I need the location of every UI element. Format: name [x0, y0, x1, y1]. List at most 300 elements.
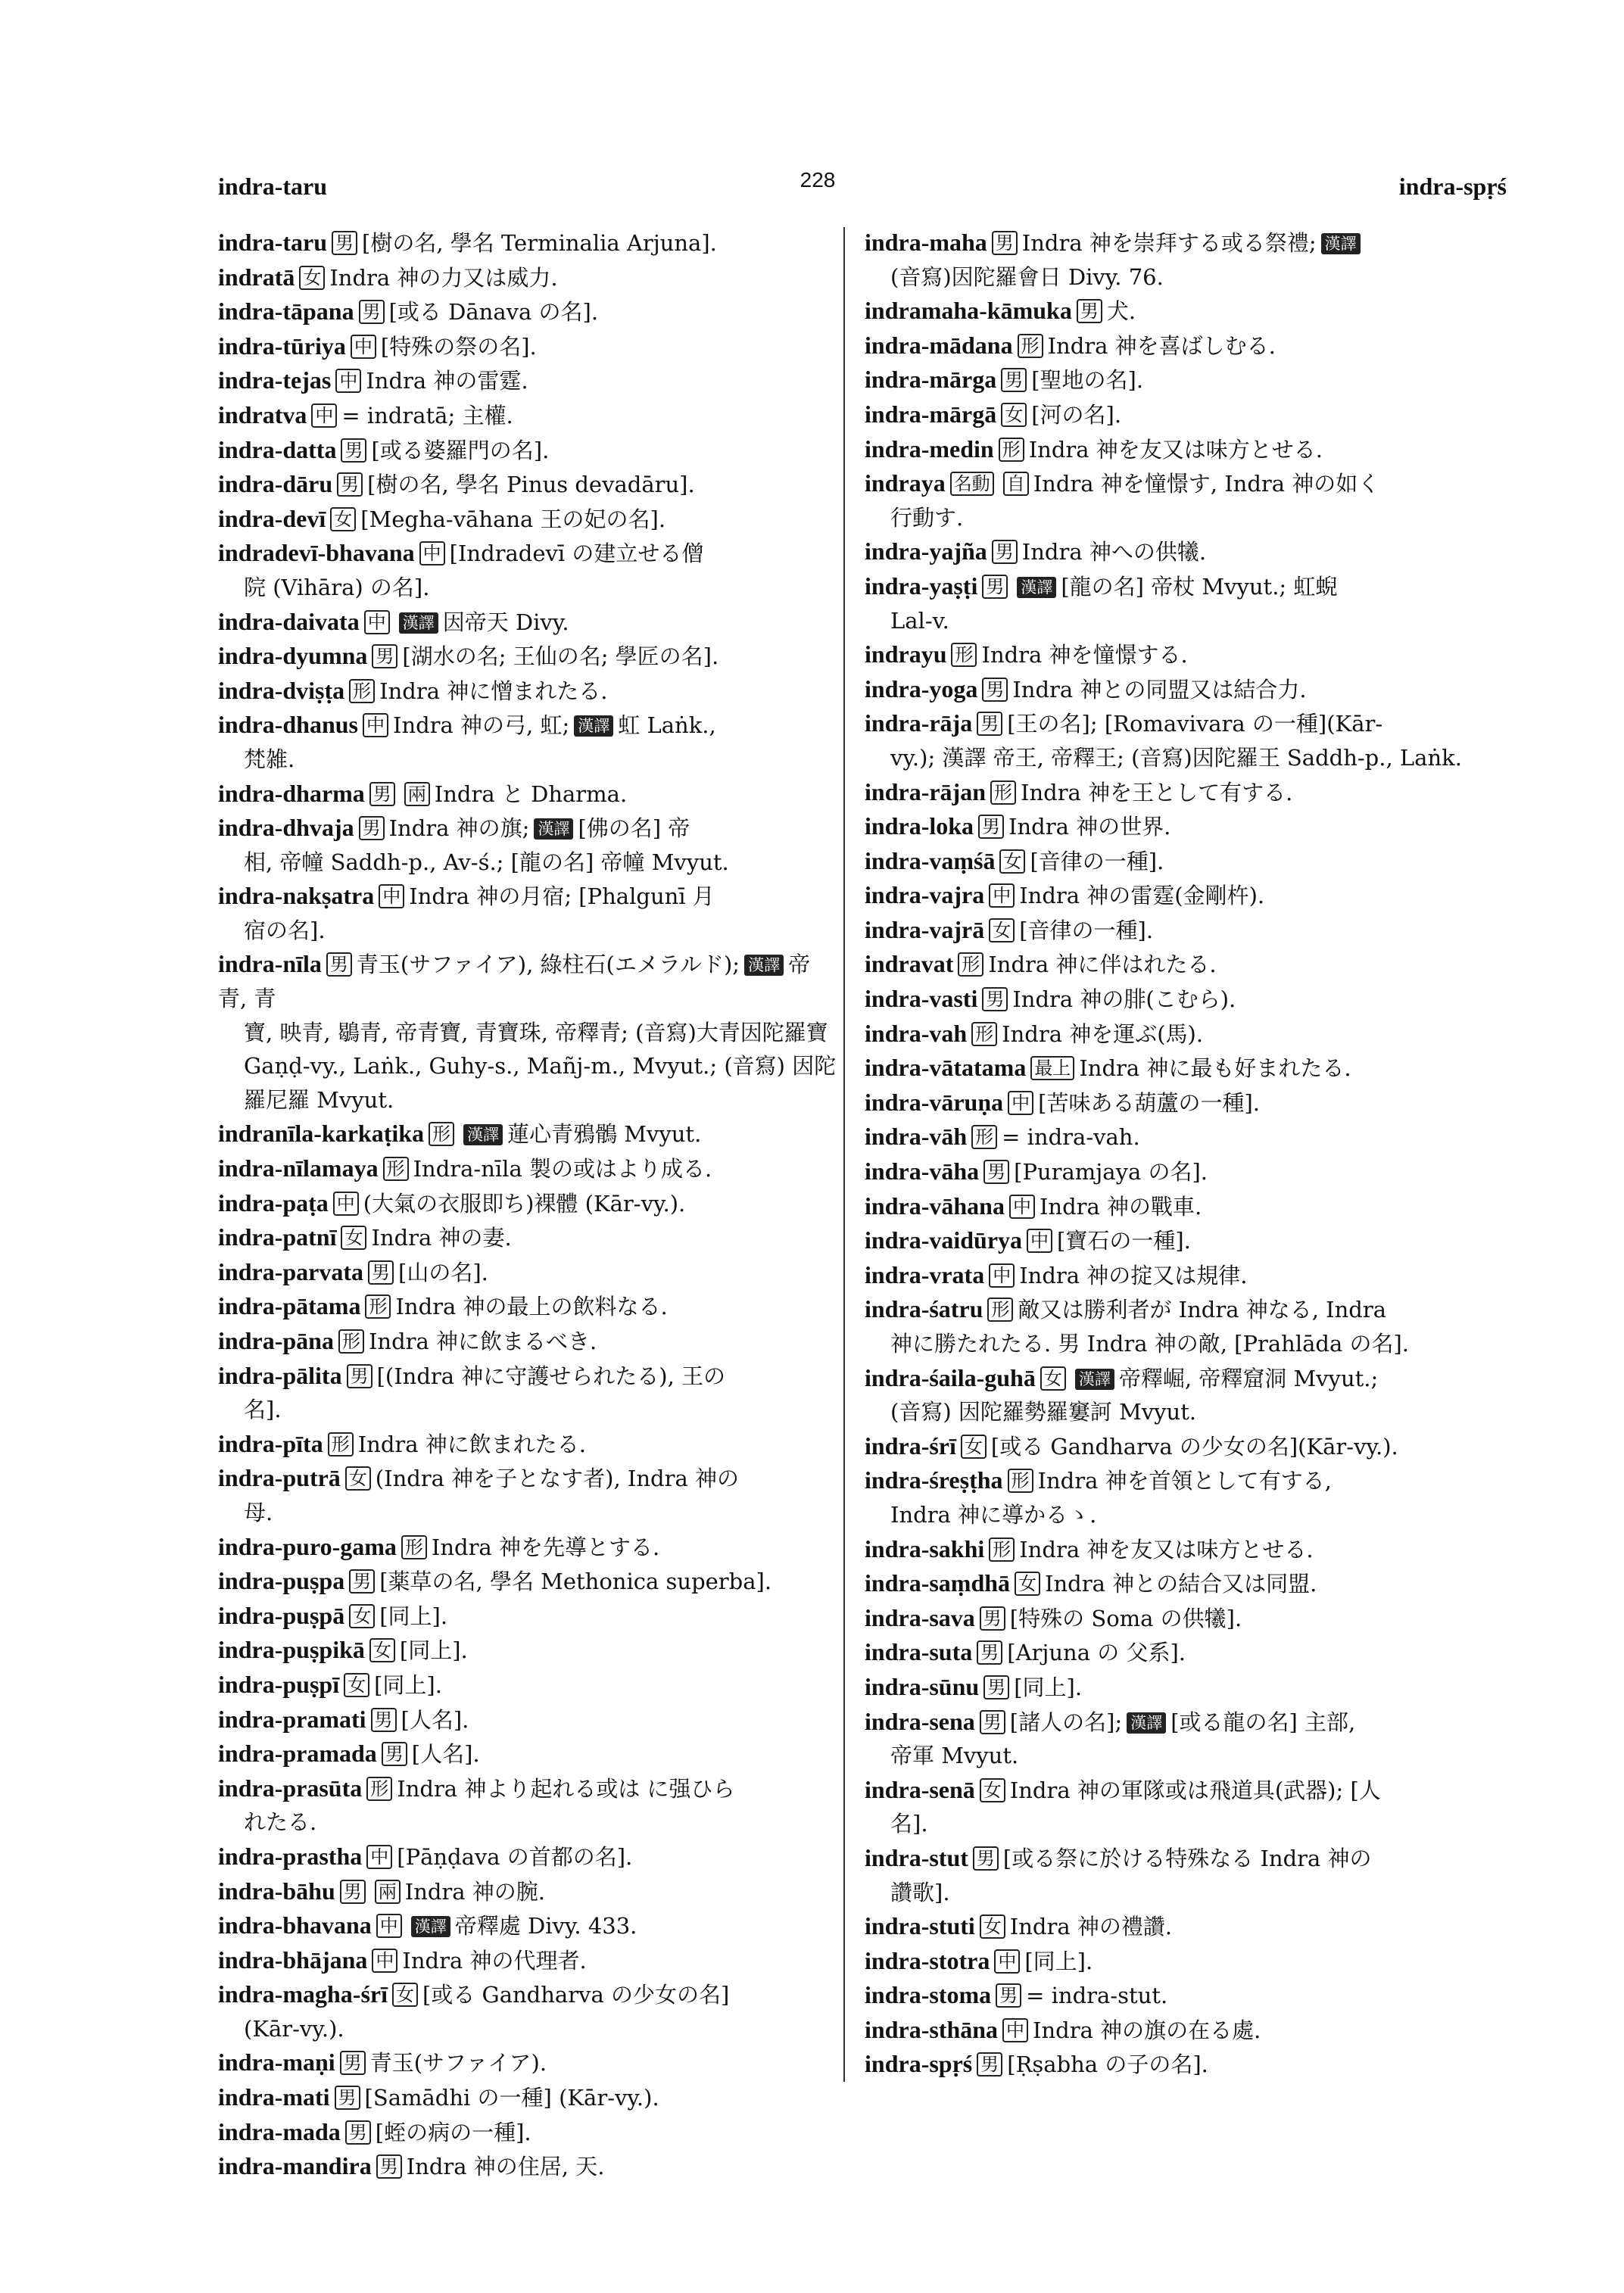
dictionary-entry — [218, 1359, 839, 1427]
dictionary-entry — [865, 1258, 1501, 1293]
entry-headword: indratva — [218, 400, 307, 428]
grammar-tag: 女 — [369, 1638, 395, 1662]
entry-headword: indra-saṃdhā — [865, 1569, 1011, 1597]
entry-definition: Indra 神の旗; — [388, 815, 530, 842]
entry-definition: Indra 神との結合又は同盟. — [1045, 1571, 1317, 1597]
entry-headword: indra-mārgā — [865, 400, 997, 428]
entry-headword: indra-patnī — [218, 1223, 337, 1251]
grammar-tag: 名動 — [950, 472, 994, 496]
entry-headword: indra-stut — [865, 1843, 968, 1871]
dictionary-entry — [218, 294, 839, 329]
entry-definition: Indra 神の弓, 虹; — [392, 712, 570, 739]
entry-definition: 因帝天 Divy. — [442, 609, 569, 635]
entry-definition: [同上]. — [379, 1603, 448, 1629]
grammar-tag: 自 — [1003, 472, 1029, 496]
entry-continuation: 宿の名]. — [244, 917, 326, 943]
translation-tag: 漢譯 — [1017, 577, 1056, 598]
grammar-tag: 女 — [299, 266, 325, 290]
grammar-tag: 男 — [1001, 368, 1027, 392]
dictionary-entry — [865, 844, 1501, 879]
entry-headword: indra-yoga — [865, 675, 978, 703]
entry-headword: indra-devī — [218, 504, 326, 532]
grammar-tag: 女 — [349, 1604, 375, 1628]
entry-headword: indra-bhājana — [218, 1946, 368, 1974]
entry-headword: indra-śrī — [865, 1432, 956, 1460]
dictionary-entry — [865, 466, 1501, 534]
entry-headword: indra-puro-gama — [218, 1532, 397, 1560]
grammar-tag: 男 — [340, 1880, 366, 1904]
dictionary-entry — [218, 879, 839, 947]
entry-definition: (Indra 神を子となす者), Indra 神の — [375, 1466, 739, 1492]
translation-tag: 漢譯 — [1075, 1369, 1114, 1390]
entry-continuation: Indra 神に導かるゝ. — [890, 1501, 1097, 1528]
entry-headword: indra-sūnu — [865, 1672, 980, 1700]
entry-definition: Indra 神の掟又は規律. — [1019, 1262, 1248, 1288]
grammar-tag: 形 — [958, 952, 983, 977]
entry-headword: indra-stotra — [865, 1946, 990, 1974]
dictionary-entry — [865, 1361, 1501, 1429]
entry-headword: indra-vāh — [865, 1123, 968, 1151]
entry-continuation: 院 (Vihāra) の名]. — [244, 574, 430, 600]
entry-headword: indra-rāja — [865, 709, 973, 737]
dictionary-entry — [218, 1737, 839, 1771]
grammar-tag: 女 — [989, 918, 1015, 942]
grammar-tag: 中 — [376, 1914, 402, 1938]
grammar-tag: 男 — [982, 575, 1008, 599]
grammar-tag: 女 — [344, 1673, 369, 1697]
entry-headword: indra-yaṣṭi — [865, 572, 978, 600]
entry-continuation: vy.); 漢譯 帝王, 帝釋王; (音寫)因陀羅王 Saddh-p., Laṅk. — [890, 744, 1462, 771]
translation-tag: 漢譯 — [463, 1124, 503, 1145]
grammar-tag: 形 — [1018, 334, 1043, 358]
entry-headword: indra-senā — [865, 1775, 975, 1803]
entry-headword: indra-dhvaja — [218, 814, 354, 842]
grammar-tag: 男 — [983, 1675, 1009, 1699]
entry-definition: Indra 神に飲まれたる. — [357, 1431, 586, 1457]
grammar-tag: 女 — [330, 507, 356, 531]
entry-headword: indradevī-bhavana — [218, 539, 415, 567]
grammar-tag: 男 — [996, 1983, 1021, 2008]
dictionary-entry — [865, 2047, 1501, 2082]
entry-definition: 帝釋崛, 帝釋窟洞 Mvyut.; — [1118, 1365, 1379, 1391]
entry-definition: [人名]. — [411, 1741, 480, 1768]
dictionary-entry — [218, 1943, 839, 1978]
grammar-tag: 女 — [345, 1466, 371, 1491]
grammar-tag: 形 — [1008, 1469, 1033, 1493]
entry-definition: [特殊の祭の名]. — [380, 333, 537, 360]
entry-headword: indra-prasūta — [218, 1774, 363, 1802]
entry-headword: indra-śatru — [865, 1295, 983, 1323]
dictionary-entry — [218, 2045, 839, 2080]
entry-headword: indra-stuti — [865, 1912, 975, 1940]
dictionary-entry — [865, 569, 1501, 637]
dictionary-entry — [865, 982, 1501, 1017]
entry-definition: Indra 神より起れる或は に强ひら — [397, 1775, 735, 1802]
entry-headword: indra-mada — [218, 2117, 341, 2145]
dictionary-entry — [218, 1668, 839, 1703]
grammar-tag: 男 — [973, 1846, 999, 1871]
entry-definition: [河の名]. — [1031, 401, 1122, 428]
grammar-tag: 男 — [992, 231, 1018, 255]
entry-definition: Indra 神に最も好まれたる. — [1079, 1055, 1351, 1082]
grammar-tag: 男 — [371, 1708, 397, 1732]
entry-definition: [湖水の名; 王仙の名; 學匠の名]. — [402, 643, 719, 670]
running-head — [0, 165, 1624, 203]
entry-definition: = indratā; 主權. — [341, 402, 513, 428]
dictionary-entry — [218, 811, 839, 879]
entry-headword: indra-pramada — [218, 1740, 377, 1768]
dictionary-entry — [865, 1635, 1501, 1670]
entry-definition: [王の名]; [Romavivara の一種](Kār- — [1007, 711, 1383, 737]
entry-definition: Indra 神を喜ばしむる. — [1047, 332, 1276, 359]
entry-headword: indra-vajra — [865, 881, 985, 909]
dictionary-entry — [218, 674, 839, 709]
dictionary-entry — [865, 363, 1501, 397]
entry-headword: indra-daivata — [218, 607, 360, 635]
dictionary-entry — [218, 467, 839, 502]
grammar-tag: 中 — [333, 1192, 359, 1216]
grammar-tag: 形 — [429, 1122, 454, 1146]
entry-continuation: (音寫) 因陀羅勢羅窶訶 Mvyut. — [890, 1399, 1197, 1425]
page-number: 228 — [800, 168, 836, 192]
entry-definition: Indra 神の世界. — [1008, 814, 1171, 840]
entry-definition: [同上]. — [399, 1637, 468, 1664]
entry-headword: indra-puṣpā — [218, 1601, 345, 1629]
entry-definition: [或る婆羅門の名]. — [371, 437, 550, 463]
entry-headword: indra-vaṃśā — [865, 846, 996, 874]
entry-headword: indra-datta — [218, 435, 337, 463]
entry-headword: indra-vasti — [865, 985, 978, 1013]
dictionary-entry — [218, 1599, 839, 1634]
dictionary-entry — [218, 226, 839, 260]
entry-headword: indra-vātatama — [865, 1054, 1027, 1082]
entry-headword: indra-tūriya — [218, 332, 346, 360]
entry-continuation: 名]. — [890, 1811, 928, 1837]
dictionary-entry — [218, 605, 839, 640]
translation-tag: 漢譯 — [744, 955, 784, 976]
entry-headword: indra-nīlamaya — [218, 1154, 379, 1182]
dictionary-entry — [218, 1151, 839, 1186]
grammar-tag: 男 — [977, 2052, 1002, 2076]
grammar-tag: 男 — [372, 644, 397, 668]
entry-definition: [樹の名, 學名 Terminalia Arjuna]. — [362, 230, 717, 256]
entry-definition: Indra 神を崇拜する或る祭禮; — [1021, 230, 1317, 256]
dictionary-entry — [218, 2149, 839, 2184]
grammar-tag: 男 — [977, 712, 1002, 736]
entry-headword: indravat — [865, 950, 954, 978]
entry-definition: [薬草の名, 學名 Methonica superba]. — [379, 1569, 772, 1595]
dictionary-entry — [865, 947, 1501, 982]
entry-headword: indramaha-kāmuka — [865, 297, 1072, 325]
dictionary-entry — [865, 878, 1501, 913]
dictionary-entry — [865, 913, 1501, 948]
dictionary-entry — [865, 1120, 1501, 1154]
entry-headword: indra-stoma — [865, 1981, 992, 2009]
entry-definition: Indra 神の軍隊或は飛道具(武器); [人 — [1009, 1777, 1381, 1803]
dictionary-entry — [865, 1909, 1501, 1944]
entry-definition: Indra 神の代理者. — [402, 1947, 587, 1974]
entry-headword: indra-puṣpī — [218, 1670, 340, 1698]
entry-headword: indra-mādana — [865, 331, 1013, 359]
translation-tag: 漢譯 — [534, 818, 573, 840]
dictionary-entry — [218, 639, 839, 674]
entry-headword: indra-spṛś — [865, 2050, 973, 2078]
dictionary-entry — [865, 534, 1501, 569]
dictionary-entry — [865, 1670, 1501, 1705]
entry-headword: indra-dāru — [218, 470, 333, 498]
grammar-tag: 男 — [337, 472, 363, 497]
grammar-tag: 中 — [364, 610, 390, 634]
grammar-tag: 中 — [366, 1845, 392, 1869]
grammar-tag: 形 — [999, 438, 1024, 462]
dictionary-entry — [865, 432, 1501, 467]
dictionary-entry — [865, 329, 1501, 363]
entry-definition: (大氣の衣服即ち)裸體 (Kār-vy.). — [363, 1190, 686, 1217]
dictionary-entry — [218, 2080, 839, 2115]
entry-headword: indra-pīta — [218, 1429, 323, 1457]
grammar-tag: 中 — [1002, 2018, 1028, 2042]
grammar-tag: 中 — [989, 1263, 1015, 1288]
dictionary-entry — [865, 1944, 1501, 1979]
entry-continuation: れたる. — [244, 1809, 317, 1836]
left-guide-word: indra-taru — [218, 173, 327, 200]
entry-definition: Indra 神の力又は威力. — [329, 264, 558, 291]
entry-headword: indraya — [865, 469, 946, 497]
grammar-tag: 女 — [980, 1914, 1005, 1939]
entry-continuation: 相, 帝幢 Saddh-p., Av-ś.; [龍の名] 帝幢 Mvyut. — [244, 849, 729, 875]
entry-definition: [聖地の名]. — [1031, 367, 1144, 394]
translation-tag: 漢譯 — [1321, 233, 1361, 254]
dictionary-entry — [218, 708, 839, 776]
entry-definition: Indra 神の腕. — [404, 1878, 546, 1905]
entry-definition: Indra 神との同盟又は結合力. — [1012, 676, 1307, 703]
entry-headword: indra-maha — [865, 229, 987, 256]
entry-continuation: 母. — [244, 1499, 273, 1525]
entry-definition: 帝釋處 Divy. 433. — [454, 1913, 637, 1939]
dictionary-entry — [218, 536, 839, 604]
grammar-tag: 女 — [341, 1226, 366, 1250]
entry-definition: Indra 神に憎まれたる. — [379, 678, 608, 704]
entry-headword: indranīla-karkaṭika — [218, 1120, 425, 1148]
dictionary-entry — [865, 2013, 1501, 2048]
dictionary-entry — [218, 1324, 839, 1359]
grammar-tag: 中 — [379, 884, 404, 908]
entry-definition: Indra 神への供犧. — [1021, 539, 1207, 565]
grammar-tag: 男 — [368, 1260, 394, 1285]
grammar-tag: 形 — [383, 1157, 409, 1181]
entry-headword: indra-magha-śrī — [218, 1980, 388, 2008]
dictionary-entry — [218, 2115, 839, 2150]
entry-definition: Indra 神を憧憬する. — [981, 642, 1188, 668]
grammar-tag: 形 — [971, 1125, 997, 1149]
entry-headword: indra-parvata — [218, 1257, 363, 1285]
entry-definition: [龍の名] 帝杖 Mvyut.; 虹蜺 — [1061, 573, 1338, 600]
grammar-tag: 中 — [1009, 1195, 1035, 1219]
dictionary-entry — [865, 1978, 1501, 2013]
entry-definition: 青玉(サファイア), 綠柱石(エメラルド); — [356, 952, 740, 978]
entry-definition: [Megha-vāhana 王の妃の名]. — [360, 506, 666, 532]
translation-tag: 漢譯 — [399, 612, 438, 634]
entry-headword: indra-śaila-guhā — [865, 1363, 1036, 1391]
entry-definition: [Puramjaya の名]. — [1014, 1159, 1208, 1185]
grammar-tag: 兩 — [404, 782, 430, 806]
dictionary-entry — [218, 363, 839, 398]
grammar-tag: 女 — [980, 1778, 1005, 1802]
grammar-tag: 男 — [992, 540, 1018, 564]
dictionary-entry — [218, 1977, 839, 2045]
grammar-tag: 女 — [1015, 1572, 1040, 1596]
grammar-tag: 男 — [980, 1710, 1005, 1734]
dictionary-entry — [218, 1771, 839, 1840]
grammar-tag: 男 — [359, 300, 385, 324]
entry-headword: indra-pāna — [218, 1327, 334, 1354]
dictionary-entry — [218, 398, 839, 433]
dictionary-entry — [865, 294, 1501, 329]
grammar-tag: 形 — [990, 780, 1016, 805]
entry-headword: indra-pātama — [218, 1292, 361, 1320]
grammar-tag: 男 — [359, 816, 385, 840]
grammar-tag: 男 — [341, 438, 366, 463]
entry-definition: Indra 神を運ぶ(馬). — [1002, 1020, 1204, 1047]
entry-definition: Indra と Dharma. — [434, 780, 628, 807]
entry-headword: indra-tāpana — [218, 298, 354, 326]
entry-headword: indra-bhavana — [218, 1911, 372, 1939]
entry-definition: [寶石の一種]. — [1057, 1228, 1191, 1254]
right-guide-word: indra-spṛś — [1398, 173, 1507, 200]
dictionary-entry — [218, 1530, 839, 1565]
entry-headword: indra-pramati — [218, 1705, 366, 1733]
grammar-tag: 男 — [382, 1742, 407, 1766]
grammar-tag: 男 — [369, 782, 395, 806]
grammar-tag: 男 — [376, 2154, 402, 2179]
entry-continuation: (Kār-vy.). — [244, 2015, 344, 2042]
right-column — [865, 226, 1501, 2082]
entry-definition: = indra-stut. — [1026, 1983, 1168, 2009]
dictionary-entry — [865, 1532, 1501, 1567]
entry-definition: [同上]. — [1024, 1948, 1093, 1974]
grammar-tag: 形 — [987, 1298, 1013, 1322]
dictionary-entry — [218, 947, 839, 1117]
entry-definition: [Ṛṣabha の子の名]. — [1007, 2052, 1208, 2078]
dictionary-entry — [218, 329, 839, 364]
entry-continuation: 帝軍 Mvyut. — [890, 1743, 1019, 1769]
entry-headword: indra-prastha — [218, 1842, 363, 1870]
entry-definition: [山の名]. — [398, 1259, 488, 1285]
entry-definition: [Arjuna の 父系]. — [1007, 1640, 1186, 1666]
entry-definition: Indra 神の雷霆. — [366, 368, 528, 394]
dictionary-entry — [218, 1874, 839, 1909]
translation-tag: 漢譯 — [574, 715, 613, 737]
entry-continuation: Lal-v. — [890, 607, 949, 634]
grammar-tag: 兩 — [375, 1880, 401, 1904]
entry-definition: [同上]. — [374, 1671, 442, 1698]
entry-definition: [人名]. — [401, 1706, 469, 1733]
entry-definition: = indra-vah. — [1002, 1124, 1140, 1151]
entry-headword: indra-vah — [865, 1019, 968, 1047]
grammar-tag: 形 — [971, 1022, 997, 1046]
dictionary-entry — [218, 1840, 839, 1874]
dictionary-entry — [218, 1186, 839, 1221]
grammar-tag: 形 — [366, 1777, 392, 1801]
entry-definition: [音律の一種]. — [1030, 848, 1164, 874]
dictionary-entry — [865, 1566, 1501, 1601]
entry-definition: [Indradevī の建立せる僧 — [449, 541, 704, 567]
dictionary-entry — [865, 1086, 1501, 1120]
entry-headword: indra-sthāna — [865, 2015, 999, 2043]
dictionary-entry — [865, 775, 1501, 810]
entry-definition: Indra 神を憧憬す, Indra 神の如く — [1033, 471, 1380, 497]
entry-definition: Indra 神を友又は味方とせる. — [1028, 436, 1323, 463]
grammar-tag: 中 — [994, 1949, 1020, 1974]
entry-headword: indra-taru — [218, 229, 327, 256]
entry-headword: indrayu — [865, 640, 947, 668]
entry-definition: Indra 神を友又は味方とせる. — [1019, 1536, 1314, 1562]
entry-headword: indra-vajrā — [865, 915, 985, 943]
entry-definition: Indra 神を先導とする. — [431, 1534, 660, 1560]
grammar-tag: 男 — [980, 1606, 1005, 1631]
grammar-tag: 中 — [311, 403, 337, 428]
dictionary-entry — [865, 706, 1501, 774]
entry-definition: [樹の名, 學名 Pinus devadāru]. — [367, 472, 695, 498]
entry-definition: [佛の名] 帝 — [578, 815, 690, 842]
grammar-tag: 男 — [332, 231, 357, 255]
grammar-tag: 女 — [961, 1435, 987, 1459]
dictionary-entry — [865, 1841, 1501, 1909]
entry-definition: Indra 神の禮讚. — [1009, 1914, 1173, 1940]
dictionary-entry — [865, 1292, 1501, 1360]
dictionary-entry — [218, 1703, 839, 1737]
entry-headword: indratā — [218, 263, 295, 291]
dictionary-entry — [865, 1051, 1501, 1086]
grammar-tag: 男 — [977, 1640, 1002, 1665]
dictionary-entry — [865, 672, 1501, 707]
entry-headword: indra-sakhi — [865, 1534, 985, 1562]
entry-definition: [Pāṇḍava の首都の名]. — [397, 1843, 633, 1870]
grammar-tag: 形 — [338, 1329, 364, 1354]
dictionary-entry — [865, 1705, 1501, 1773]
dictionary-entry — [865, 1189, 1501, 1224]
entry-continuation: 梵雑. — [244, 746, 295, 772]
entry-headword: indra-suta — [865, 1638, 973, 1666]
entry-definition: [或る Dānava の名]. — [388, 299, 599, 326]
dictionary-entry — [218, 1461, 839, 1529]
entry-headword: indra-pālita — [218, 1361, 342, 1389]
grammar-tag: 男 — [978, 815, 1004, 839]
entry-definition: [苦味ある葫蘆の一種]. — [1038, 1089, 1260, 1116]
entry-headword: indra-medin — [865, 435, 994, 463]
entry-headword: indra-vāruṇa — [865, 1088, 1004, 1116]
dictionary-entry — [865, 637, 1501, 672]
entry-headword: indra-maṇi — [218, 2048, 335, 2076]
entry-definition: Indra 神の住居, 天. — [406, 2154, 605, 2180]
column-divider — [843, 227, 845, 2082]
left-column — [218, 226, 839, 2184]
entry-headword: indra-mati — [218, 2083, 330, 2111]
grammar-tag: 男 — [345, 2120, 371, 2145]
entry-definition: Indra 神の戰車. — [1039, 1193, 1202, 1220]
dictionary-entry — [218, 1564, 839, 1599]
grammar-tag: 中 — [989, 883, 1015, 908]
grammar-tag: 女 — [1040, 1366, 1066, 1391]
entry-definition: 蓮心青鴉鶻 Mvyut. — [507, 1121, 702, 1148]
dictionary-entry — [218, 433, 839, 468]
entry-headword: indra-sava — [865, 1603, 975, 1631]
grammar-tag: 男 — [1077, 299, 1102, 323]
entry-definition: Indra 神の妻. — [371, 1225, 512, 1251]
entry-definition: Indra 神に飲まるべき. — [368, 1329, 597, 1354]
dictionary-entry — [865, 1223, 1501, 1258]
entry-headword: indra-vaidūrya — [865, 1226, 1023, 1254]
